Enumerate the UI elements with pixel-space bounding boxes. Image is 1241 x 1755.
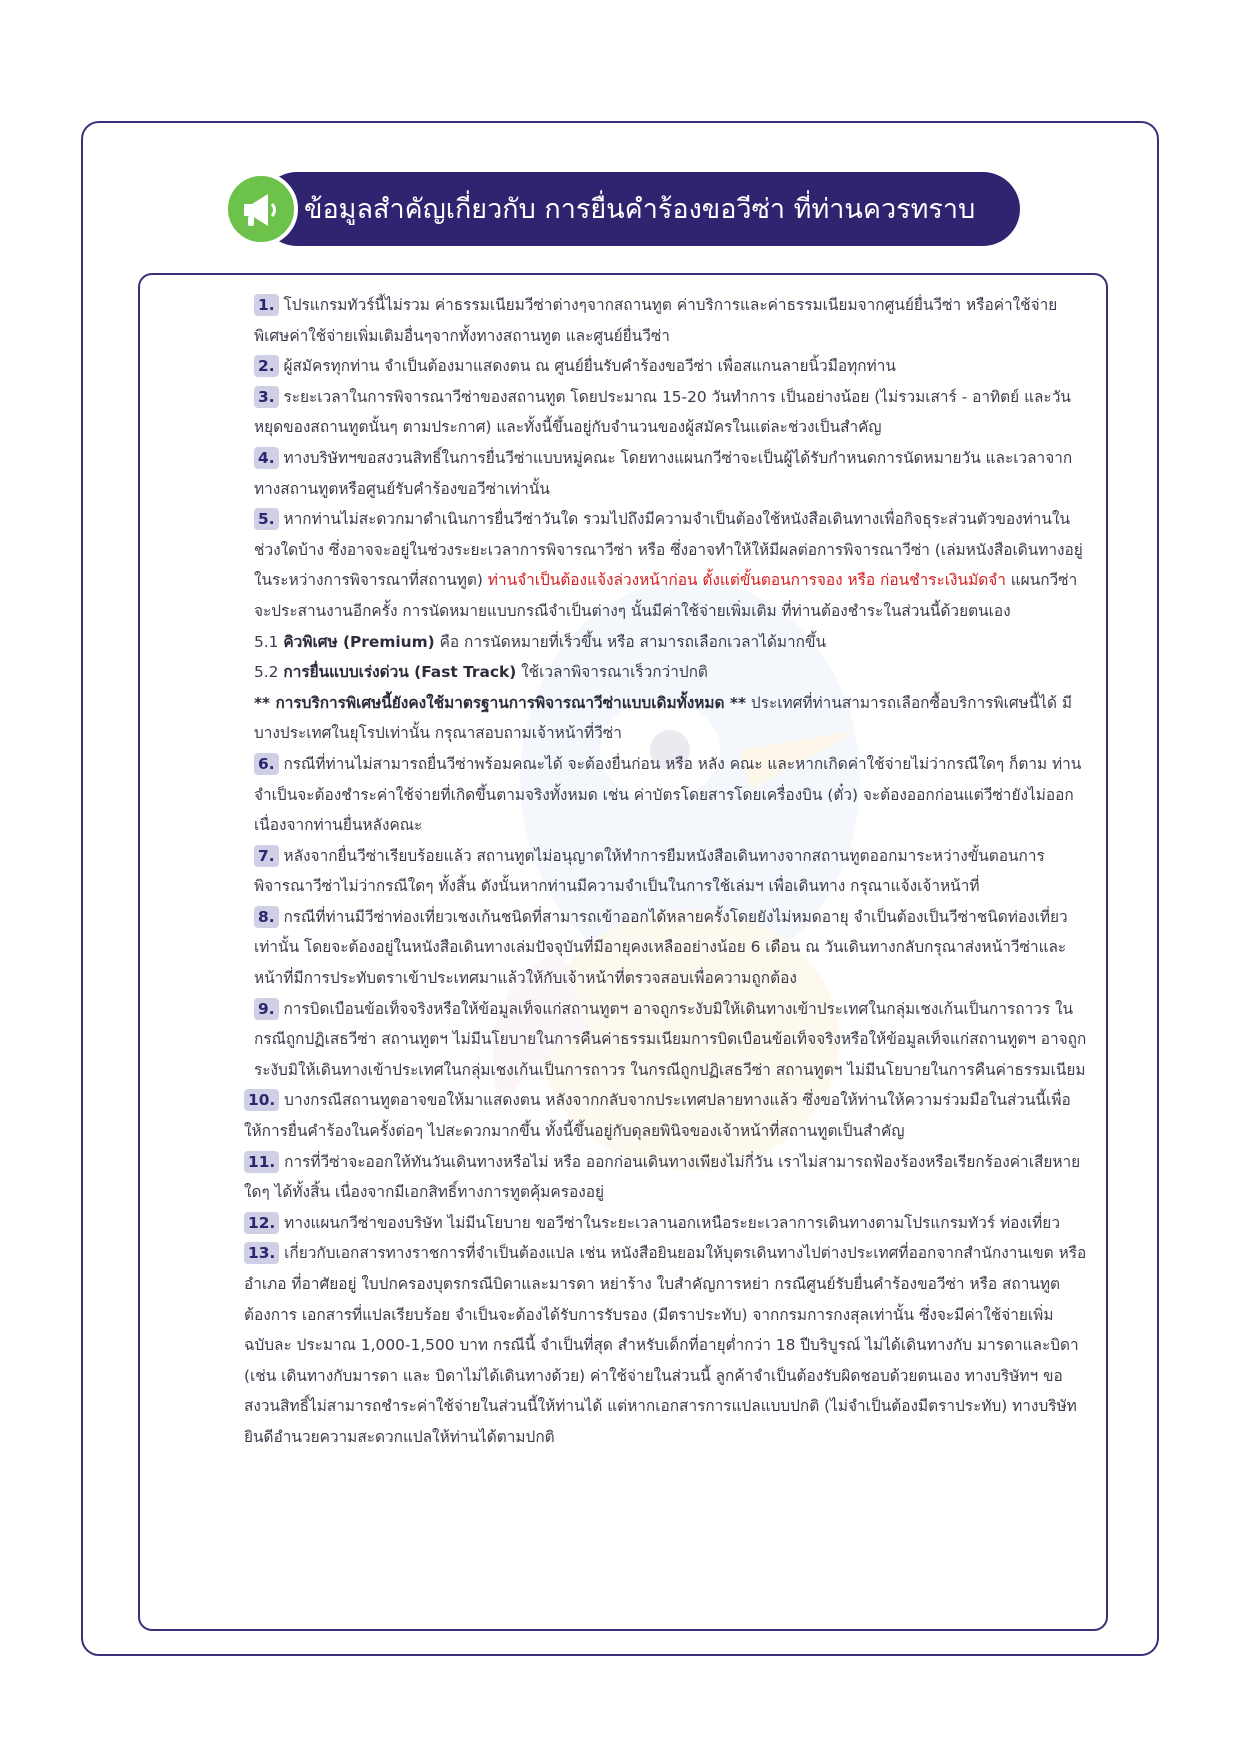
item-text: กรณีที่ท่านมีวีซ่าท่องเที่ยวเชงเก้นชนิดที่สามารถเข้าออกได้หลายครั้งโดยยังไม่หมดอายุ จำเป็นต้องเป็นวีซ่าชนิดท่องเที่ยวเท่านั้น โดยจะต้องอยู่ในหนังสือเดินทางเล่มปัจจุบันที่มีอายุคงเหลืออย่างน้อย 6 เดือน ณ วันเดินทางกลับกรุณาส่งหน้าวีซ่าและหน้าที่มีการประทับตราเข้าประเทศมาแล้วให้กับเจ้าหน้าที่ตรวจสอบเพื่อความถูกต้อง — [254, 907, 1068, 988]
item-number: 8. — [254, 906, 279, 928]
item-number: 2. — [254, 355, 279, 377]
list-item — [172, 1238, 1087, 1452]
item-text: เกี่ยวกับเอกสารทางราชการที่จำเป็นต้องแปล เช่น หนังสือยินยอมให้บุตรเดินทางไปต่างประเทศที่ออกจากสำนักงานเขต หรือ อำเภอ ที่อาศัยอยู่ ใบปกครองบุตรกรณีบิดาและมารดา หย่าร้าง ใบสำคัญการหย่า กรณีศูนย์รับยื่นคำร้องขอวีซ่า หรือ สถานทูตต้องการ เอกสารที่แปลเรียบร้อย จำเป็นจะต้องได้รับการรับรอง (มีตราประทับ) จากกรมการกงสุลเท่านั้น ซึ่งจะมีค่าใช้จ่ายเพิ่ม ฉบับละ ประมาณ 1,000-1,500 บาท กรณีนี้ จำเป็นที่สุด สำหรับเด็กที่อายุต่ำกว่า 18 ปีบริบูรณ์ ไม่ได้เดินทางกับ มารดาและบิดา (เช่น เดินทางกับมารดา และ บิดาไม่ได้เดินทางด้วย) ค่าใช้จ่ายในส่วนนี้ ลูกค้าจำเป็นต้องรับผิดชอบด้วยตนเอง ทางบริษัทฯ ขอสงวนสิทธิ์ไม่สามารถชำระค่าใช้จ่ายในส่วนนี้ให้ท่านได้ แต่หากเอกสารการแปลแบบปกติ (ไม่จำเป็นต้องมีตราประทับ) ทางบริษัทยินดีอำนวยความสะดวกแปลให้ท่านได้ตามปกติ — [244, 1244, 1087, 1446]
item-text: หลังจากยื่นวีซ่าเรียบร้อยแล้ว สถานทูตไม่อนุญาตให้ทำการยืมหนังสือเดินทางจากสถานทูตออกมาระหว่างขั้นตอนการพิจารณาวีซ่าไม่ว่ากรณีใดๆ ทั้งสิ้น ดังนั้นหากท่านมีความจำเป็นในการใช้เล่มฯ เพื่อเดินทาง กรุณาแจ้งเจ้าหน้าที่ — [254, 846, 1045, 896]
item-number: 5. — [254, 508, 279, 530]
service-note — [172, 688, 1087, 749]
item-text: โปรแกรมทัวร์นี้ไม่รวม ค่าธรรมเนียมวีซ่าต่างๆจากสถานทูต ค่าบริการและค่าธรรมเนียมจากศูนย์ยื่นวีซ่า หรือค่าใช้จ่ายพิเศษค่าใช้จ่ายเพิ่มเติมอื่นๆจากทั้งทางสถานทูต และศูนย์ยื่นวีซ่า — [254, 296, 1058, 345]
item-number: 6. — [254, 753, 279, 775]
item-number: 3. — [254, 386, 279, 408]
item-number: 12. — [244, 1212, 279, 1234]
list-item — [172, 749, 1087, 841]
item-text: หากท่านไม่สะดวกมาดำเนินการยื่นวีซ่าวันใด รวมไปถึงมีความจำเป็นต้องใช้หนังสือเดินทางเพื่อกิจธุระส่วนตัวของท่านในช่วงใดบ้าง ซึ่งอาจจะอยู่ในช่วงระยะเวลาการพิจารณาวีซ่า หรือ ซึ่งอาจทำให้ให้มีผลต่อการพิจารณาวีซ่า (เล่มหนังสือเดินทางอยู่ในระหว่างการพิจารณาที่สถานทูต) — [254, 510, 1083, 590]
item-text: บางกรณีสถานทูตอาจขอให้มาแสดงตน หลังจากกลับจากประเทศปลายทางแล้ว ซึ่งขอให้ท่านให้ความร่วมมือในส่วนนี้เพื่อให้การยื่นคำร้องในครั้งต่อๆ ไปสะดวกมากขึ้น ทั้งนี้ขึ้นอยู่กับดุลยพินิจของเจ้าหน้าที่สถานทูตเป็นสำคัญ — [244, 1091, 1071, 1141]
list-item — [172, 382, 1087, 443]
item-text: การบิดเบือนข้อเท็จจริงหรือให้ข้อมูลเท็จแก่สถานทูตฯ อาจถูกระงับมิให้เดินทางเข้าประเทศในกลุ่มเชงเก้นเป็นการถาวร ในกรณีถูกปฏิเสธวีซ่า สถานทูตฯ ไม่มีนโยบายในการคืนค่าธรรมเนียมการบิดเบือนข้อเท็จจริงหรือให้ข้อมูลเท็จแก่สถานทูตฯ อาจถูกระงับมิให้เดินทางเข้าประเทศในกลุ่มเชงเก้นเป็นการถาวร ในกรณีถูกปฏิเสธวีซ่า สถานทูตฯ ไม่มีนโยบายในการคืนค่าธรรมเนียม — [254, 999, 1087, 1079]
list-item — [172, 1085, 1087, 1146]
item-number: 4. — [254, 447, 279, 469]
list-item — [172, 290, 1087, 351]
item-number: 10. — [244, 1089, 279, 1111]
sub-item — [172, 657, 1087, 688]
sub-item-text: คือ การนัดหมายที่เร็วขึ้น หรือ สามารถเลือกเวลาได้มากขึ้น — [434, 632, 827, 651]
list-item — [172, 351, 1087, 382]
list-item — [172, 841, 1087, 902]
item-text: ทางบริษัทฯขอสงวนสิทธิ์ในการยื่นวีซ่าแบบหมู่คณะ โดยทางแผนกวีซ่าจะเป็นผู้ได้รับกำหนดการนัดหมายวัน และเวลาจากทางสถานทูตหรือศูนย์รับคำร้องขอวีซ่าเท่านั้น — [254, 448, 1073, 498]
item-number: 11. — [244, 1151, 279, 1173]
item-text: ผู้สมัครทุกท่าน จำเป็นต้องมาแสดงตน ณ ศูนย์ยื่นรับคำร้องขอวีซ่า เพื่อสแกนลายนิ้วมือทุกท่าน — [283, 357, 896, 376]
list-item — [172, 994, 1087, 1086]
item-text: กรณีที่ท่านไม่สามารถยื่นวีซ่าพร้อมคณะได้ จะต้องยื่นก่อน หรือ หลัง คณะ และหากเกิดค่าใช้จ่ายไม่ว่ากรณีใดๆ ก็ตาม ท่านจำเป็นจะต้องชำระค่าใช้จ่ายที่เกิดขึ้นตามจริงทั้งหมด เช่น ค่าบัตรโดยสารโดยเครื่องบิน (ตั๋ว) จะต้องออกก่อนแต่วีซ่ายังไม่ออก เนื่องจากท่านยื่นหลังคณะ — [254, 754, 1082, 835]
item-text: ระยะเวลาในการพิจารณาวีซ่าของสถานทูต โดยประมาณ 15-20 วันทำการ เป็นอย่างน้อย (ไม่รวมเสาร์ - อาทิตย์ และวันหยุดของสถานทูตนั้นๆ ตามประกาศ) และทั้งนี้ขึ้นอยู่กับจำนวนของผู้สมัครในแต่ละช่วงเป็นสำคัญ — [254, 387, 1071, 437]
item-number: 9. — [254, 998, 279, 1020]
list-item — [172, 1147, 1087, 1208]
sub-item-number: 5.2 — [254, 663, 284, 682]
item-number: 7. — [254, 845, 279, 867]
sub-item-title: คิวพิเศษ (Premium) — [283, 632, 435, 651]
megaphone-icon — [224, 172, 298, 246]
sub-item-number: 5.1 — [254, 632, 284, 651]
sub-item-text: ใช้เวลาพิจารณาเร็วกว่าปกติ — [516, 663, 708, 682]
list-item — [172, 443, 1087, 504]
page-title: ข้อมูลสำคัญเกี่ยวกับ การยื่นคำร้องขอวีซ่า ที่ท่านควรทราบ — [304, 194, 976, 225]
sub-item — [172, 627, 1087, 658]
item-text: ทางแผนกวีซ่าของบริษัท ไม่มีนโยบาย ขอวีซ่าในระยะเวลานอกเหนือระยะเวลาการเดินทางตามโปรแกรมทัวร์ ท่องเที่ยว — [284, 1213, 1060, 1232]
item-text: แผนกวีซ่าจะประสานงานอีกครั้ง การนัดหมายแบบกรณีจำเป็นต่างๆ นั้นมีค่าใช้จ่ายเพิ่มเติม ที่ท่านต้องชำระในส่วนนี้ด้วยตนเอง — [254, 571, 1078, 620]
list-item — [172, 902, 1087, 994]
note-title: ** การบริการพิเศษนี้ยังคงใช้มาตรฐานการพิจารณาวีซ่าแบบเดิมทั้งหมด ** — [254, 693, 747, 712]
item-number: 1. — [254, 294, 279, 316]
sub-item-title: การยื่นแบบเร่งด่วน (Fast Track) — [283, 663, 517, 682]
item-number: 13. — [244, 1242, 279, 1264]
item-text: การที่วีซ่าจะออกให้ทันวันเดินทางหรือไม่ หรือ ออกก่อนเดินทางเพียงไม่กี่วัน เราไม่สามารถฟ้องร้องหรือเรียกร้องค่าเสียหายใดๆ ได้ทั้งสิ้น เนื่องจากมีเอกสิทธิ์ทางการทูตคุ้มครองอยู่ — [244, 1152, 1081, 1202]
important-notice: ท่านจำเป็นต้องแจ้งล่วงหน้าก่อน ตั้งแต่ขั้นตอนการจอง หรือ ก่อนชำระเงินมัดจำ — [487, 571, 1006, 590]
list-item — [172, 504, 1087, 626]
note-text: ประเทศที่ท่านสามารถเลือกซื้อบริการพิเศษนี้ได้ มีบางประเทศในยุโรปเท่านั้น กรุณาสอบถามเจ้าหน้าที่วีซ่า — [254, 693, 1073, 743]
visa-info-list — [172, 290, 1087, 1453]
list-item — [172, 1208, 1087, 1239]
